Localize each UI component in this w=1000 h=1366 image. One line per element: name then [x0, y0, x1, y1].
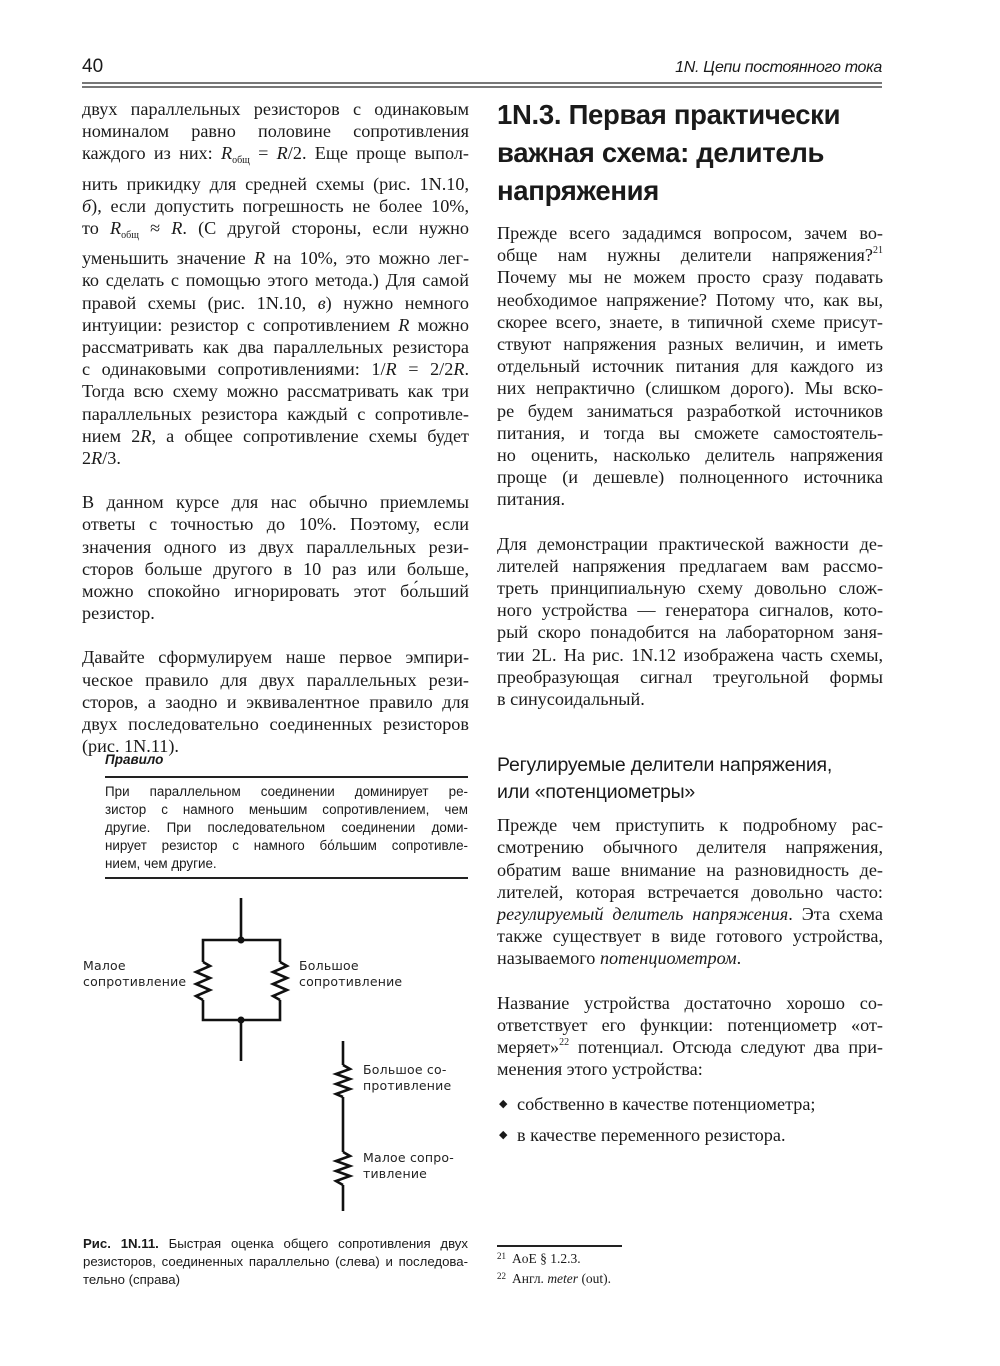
- section-title: [497, 96, 883, 210]
- text-line: скорее всего, знаете, в типичной схеме присут-: [497, 311, 883, 332]
- footnote-rule: [497, 1245, 622, 1247]
- text-line: параллельных резистора каждый с сопротивле-: [82, 403, 469, 424]
- text-line: обще нам нужны делители напряжения?$^{21}$: [497, 245, 883, 266]
- text-line: меряет»$^{22}$ потенциал. Отсюда следуют два при-: [497, 1037, 883, 1058]
- paragraph-accuracy: [82, 491, 469, 624]
- label-line: сопротивление: [83, 974, 187, 989]
- text-line: значения одного из двух параллельных рези-: [82, 536, 469, 557]
- label-line: противление: [363, 1078, 452, 1093]
- header-rule: [82, 86, 882, 88]
- footnote-text-italic: meter: [547, 1271, 579, 1286]
- running-title: 1N. Цепи постоянного тока: [675, 59, 882, 76]
- text-line: уменьшить значение R на 10%, это можно лег-: [82, 248, 469, 269]
- label-small-resistance-series: [363, 1150, 454, 1182]
- text-line: ко сделать с помощью этого метода.) Для самой: [82, 270, 469, 291]
- diamond-bullet-icon: ◆: [499, 1097, 508, 1110]
- text-line: лителей напряжения предлагаем вам рассмо-: [497, 555, 883, 576]
- label-line: тивление: [363, 1166, 428, 1181]
- text-line: каждого из них: $R_{общ} = R/2$. Еще проще выпол-: [82, 143, 469, 167]
- text-line: можно спокойно игнорировать этот бо́льший: [82, 581, 469, 602]
- text-line: также существует в виде готового устройства,: [497, 926, 883, 947]
- list-item-text: собственно в качестве потенциометра;: [517, 1093, 816, 1114]
- text-line: треть принципиальную схему довольно слож-: [497, 578, 883, 599]
- text-line: ответствует его функции: потенциометр «от-: [497, 1014, 883, 1035]
- text-line: отдельный источник питания для каждого из: [497, 356, 883, 377]
- text-line: с одинаковыми сопротивлениями: 1/R = 2/2R.: [82, 359, 470, 380]
- text-line: ческое правило для двух параллельных рези-: [82, 669, 469, 690]
- footnote-number: 21: [497, 1251, 506, 1261]
- footnote-text: (out).: [578, 1271, 612, 1286]
- page-header: [82, 56, 882, 86]
- text-line: двух последовательно соединенных резисторов: [82, 714, 469, 735]
- caption-text: резисторов, соединенных параллельно (слева) и последова-: [83, 1254, 468, 1269]
- text-line: питания.: [497, 489, 566, 510]
- text-line: нирует резистор с намного бо́льшим сопротивле-: [105, 838, 468, 853]
- footnote-22: [497, 1268, 697, 1287]
- text-line: сторов больше другого в 10 раз или больше,: [82, 558, 469, 579]
- rule-box: [105, 752, 468, 879]
- text-line: лителей, которая встречается довольно часто:: [497, 881, 883, 902]
- text-line: ответы с точностью до 10%. Поэтому, если: [82, 514, 469, 535]
- footnote-21: [497, 1248, 697, 1267]
- list-item: [497, 1124, 883, 1146]
- label-line: Большое со-: [363, 1062, 447, 1077]
- text-line: необходимое напряжение? Потому что, как вы,: [497, 289, 883, 310]
- text-line: Прежде всего зададимся вопросом, зачем во-: [497, 223, 883, 243]
- text-line: них непрактично (слишком дорого). Мы вско-: [497, 378, 883, 399]
- label-line: Большое: [299, 958, 359, 973]
- text-line: номиналом равно половине сопротивления: [82, 121, 469, 142]
- text-line: Прежде чем приступить к подробному рас-: [497, 815, 883, 836]
- text-line: тии 2L. На рис. 1N.12 изображена часть схемы,: [497, 644, 883, 665]
- text-line: но оценить, насколько делитель напряжения: [497, 445, 883, 466]
- text-line: Название устройства достаточно хорошо со-: [497, 992, 883, 1013]
- text-line: регулируемый делитель напряжения. Эта схема: [497, 904, 883, 925]
- label-line: Малое: [83, 958, 126, 973]
- parallel-circuit: [196, 898, 287, 1061]
- text-line: другие. При последовательном соединении доми-: [105, 820, 468, 835]
- footnote-text: Англ.: [512, 1271, 548, 1286]
- diamond-bullet-icon: ◆: [499, 1128, 508, 1141]
- text-line: ре будем заниматься разработкой источников: [497, 400, 883, 421]
- text-line: Тогда всю схему можно рассматривать как три: [82, 381, 469, 402]
- text-line: двух параллельных резисторов с одинаковым: [82, 99, 469, 119]
- label-large-resistance-series: [363, 1062, 451, 1094]
- text-line: питания, и тогда вы сможете самостоятель-: [497, 422, 883, 443]
- text-line: смотрению обычного делителя напряжения,: [497, 837, 883, 858]
- footnotes: [497, 1245, 697, 1287]
- rule-divider: [105, 776, 468, 778]
- text-line: (рис. 1N.11).: [82, 736, 179, 757]
- label-line: сопротивление: [299, 974, 403, 989]
- rule-title: Правило: [105, 752, 164, 767]
- caption-label: Рис. 1N.11.: [83, 1236, 159, 1251]
- usage-list: [497, 1093, 883, 1146]
- text-line: сторов, а заодно и эквивалентное правило для: [82, 691, 469, 712]
- rule-divider: [105, 877, 468, 879]
- section-title-line: напряжения: [497, 175, 659, 206]
- paragraph-parallel-estimation: [82, 98, 469, 469]
- text-line: ствуют напряжения разных величин, и иметь: [497, 334, 883, 355]
- text-line: правой схемы (рис. 1N.10, в) нужно немного: [82, 292, 469, 313]
- right-column: [497, 96, 883, 1155]
- header-rule: [82, 82, 882, 84]
- text-line: нием, чем другие.: [105, 856, 217, 871]
- list-item: [497, 1093, 883, 1115]
- text-line: нием 2R, а общее сопротивление схемы будет: [82, 425, 469, 446]
- text-line: б), если допустить погрешность не более 10%,: [82, 195, 469, 216]
- section-title-line: важная схема: делитель: [497, 137, 825, 168]
- text-line: проще (и дешевле) полноценного источника: [497, 467, 883, 488]
- text-line: При параллельном соединении доминирует ре-: [105, 784, 468, 799]
- label-small-resistance-parallel: [83, 958, 186, 990]
- paragraph-rule-intro: [82, 646, 469, 757]
- text-line: в синусоидальный.: [497, 689, 645, 710]
- label-line: Малое сопро-: [363, 1150, 454, 1165]
- text-line: нить прикидку для средней схемы (рис. 1N.10,: [82, 173, 469, 194]
- junction-dot: [238, 1017, 245, 1024]
- subsection-title-line: или «потенциометры»: [497, 781, 696, 804]
- text-line: рый скоро понадобится на лабораторном заня-: [497, 622, 883, 643]
- text-line: интуиции: резистор с сопротивлением R можно: [82, 314, 469, 335]
- junction-dot: [238, 937, 245, 944]
- subsection-title-line: Регулируемые делители напряжения,: [497, 754, 833, 777]
- footnote-text: AoE § 1.2.3.: [512, 1251, 581, 1266]
- paragraph-why-dividers: [497, 222, 883, 511]
- text-line: ного устройства — генератора сигналов, кото-: [497, 600, 883, 621]
- paragraph-demo: [497, 533, 883, 711]
- text-line: то $R_{общ} \approx R$. (С другой стороны, если нужно: [82, 218, 469, 242]
- rule-text: [105, 783, 468, 873]
- paragraph-adjustable-divider: [497, 814, 883, 969]
- text-line: называемого потенциометром.: [497, 948, 742, 969]
- text-line: В данном курсе для нас обычно приемлемы: [82, 492, 469, 513]
- text-line: Почему мы не можем просто сразу подавать: [497, 267, 883, 288]
- wire-top-rail: [203, 940, 280, 962]
- text-line: рассматривать как два параллельных резистора: [82, 337, 469, 358]
- text-line: обратим ваше внимание на разновидность де-: [497, 859, 883, 880]
- text-line: преобразующая сигнал треугольной формы: [497, 666, 883, 687]
- page-number: 40: [82, 56, 104, 77]
- resistor-large-icon: [273, 962, 287, 1000]
- text-line: Для демонстрации практической важности де-: [497, 533, 883, 554]
- figure-caption: [83, 1235, 468, 1289]
- footnote-number: 22: [497, 1271, 506, 1281]
- paragraph-potentiometer-name: [497, 992, 883, 1081]
- text-line: 2R/3.: [82, 448, 121, 469]
- caption-text: Быстрая оценка общего сопротивления двух: [158, 1236, 468, 1251]
- resistor-small-icon: [196, 962, 210, 1000]
- label-large-resistance-parallel: [299, 958, 402, 990]
- left-column: [82, 98, 469, 757]
- resistor-large-series-icon: [336, 1065, 350, 1097]
- wire-bottom-rail: [203, 1000, 280, 1020]
- section-title-line: 1N.3. Первая практически: [497, 99, 841, 130]
- series-circuit: [336, 1041, 350, 1211]
- text-line: менения этого устройства:: [497, 1059, 703, 1080]
- text-line: зистор с намного меньшим сопротивлением, чем: [105, 802, 468, 817]
- text-line: Давайте сформулируем наше первое эмпири-: [82, 647, 469, 668]
- subsection-title: [497, 752, 883, 806]
- text-line: резистор.: [82, 603, 155, 624]
- resistor-small-series-icon: [336, 1152, 350, 1185]
- caption-text: тельно (справа): [83, 1272, 181, 1287]
- list-item-text: в качестве переменного резистора.: [517, 1124, 786, 1145]
